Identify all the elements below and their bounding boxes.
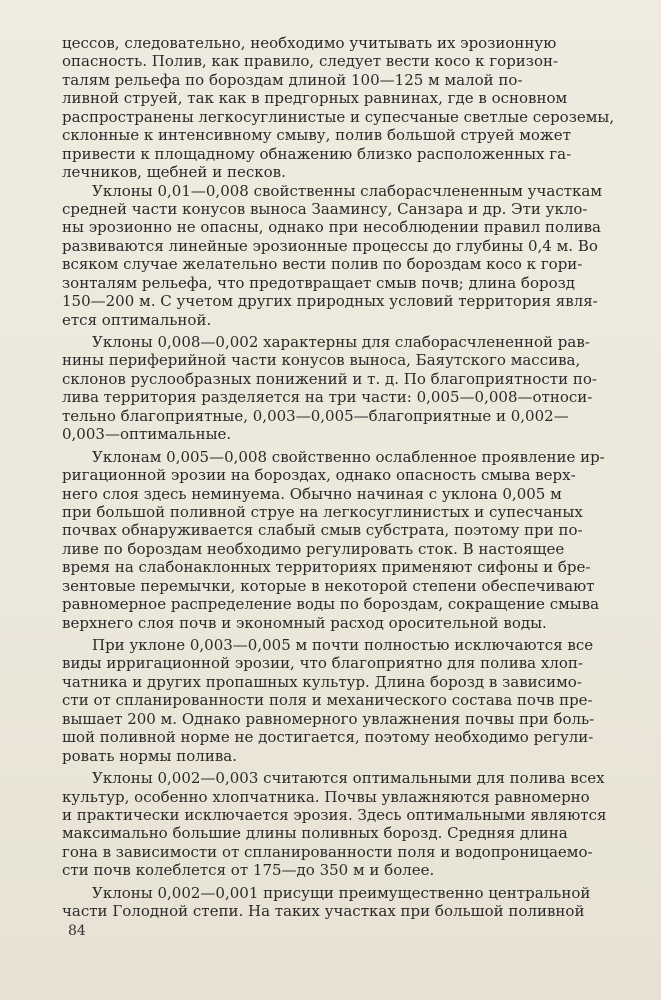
text-line: опасность. Полив, как правило, следует вести косо к горизон- xyxy=(62,52,559,71)
text-line: зонталям рельефа, что предотвращает смыв почв; длина борозд xyxy=(62,273,576,292)
text-line: 150—200 м. С учетом других природных условий территория явля- xyxy=(62,292,598,311)
text-line: вышает 200 м. Однако равномерного увлажнения почвы при боль- xyxy=(62,709,595,728)
text-line: культур, особенно хлопчатника. Почвы увлажняются равномерно xyxy=(62,787,590,806)
paragraph-start-line: Уклоны 0,01—0,008 свойственны слаборасчлененным участкам xyxy=(92,181,602,200)
text-line: и практически исключается эрозия. Здесь оптимальными являются xyxy=(62,805,607,824)
text-line: гона в зависимости от спланированности поля и водопроницаемо- xyxy=(62,842,593,861)
text-line: части Голодной степи. На таких участках при большой поливной xyxy=(62,902,585,921)
text-line: ригационной эрозии на бороздах, однако опасность смыва верх- xyxy=(62,466,576,485)
paragraph-start-line: Уклоны 0,002—0,003 считаются оптимальными для полива всех xyxy=(92,769,605,788)
paragraph-start-line: При уклоне 0,003—0,005 м почти полностью исключаются все xyxy=(92,636,594,654)
text-line: ны эрозионно не опасны, однако при несоблюдении правил полива xyxy=(62,218,601,237)
text-line: 0,003—оптимальные. xyxy=(62,425,232,444)
text-line: время на слабонаклонных территориях применяют сифоны и бре- xyxy=(62,558,591,577)
text-line: зентовые перемычки, которые в некоторой степени обеспечивают xyxy=(62,576,595,595)
text-line: распространены легкосуглинистые и супесчаные светлые сероземы, xyxy=(62,107,615,126)
text-line: шой поливной норме не достигается, поэтому необходимо регули- xyxy=(62,728,594,747)
page-number: 84 xyxy=(68,923,86,939)
text-line: цессов, следовательно, необходимо учитывать их эрозионную xyxy=(62,34,557,52)
text-line: сти почв колеблется от 175—до 350 м и более. xyxy=(62,861,435,880)
text-line: чатника и других пропашных культур. Длина борозд в зависимо- xyxy=(62,672,582,691)
text-line: развиваются линейные эрозионные процессы до глубины 0,4 м. Во xyxy=(62,236,598,255)
text-line: почвах обнаруживается слабый смыв субстрата, поэтому при по- xyxy=(62,521,583,540)
text-line: виды ирригационной эрозии, что благоприятно для полива хлоп- xyxy=(62,654,583,673)
text-line: ровать нормы полива. xyxy=(62,746,237,765)
text-line: тельно благоприятные, 0,003—0,005—благоприятные и 0,002— xyxy=(62,406,569,425)
text-line: равномерное распределение воды по бороздам, сокращение смыва xyxy=(62,595,600,614)
text-line: сти от спланированности поля и механического состава почв пре- xyxy=(62,691,593,710)
paragraph-start-line: Уклонам 0,005—0,008 свойственно ослабленное проявление ир- xyxy=(92,447,605,466)
text-line: всяком случае желательно вести полив по бороздам косо к гори- xyxy=(62,255,583,274)
text-line: ливе по бороздам необходимо регулировать сток. В настоящее xyxy=(62,539,565,558)
text-line: нины периферийной части конусов выноса, Баяутского массива, xyxy=(62,351,581,370)
paragraph-start-line: Уклоны 0,002—0,001 присущи преимущественно центральной xyxy=(92,883,591,902)
text-line: склонные к интенсивному смыву, полив большой струей может xyxy=(62,126,571,145)
text-line: лива территория разделяется на три части: 0,005—0,008—относи- xyxy=(62,388,593,407)
text-line: ется оптимальной. xyxy=(62,310,212,329)
text-line: привести к площадному обнажению близко расположенных га- xyxy=(62,144,572,163)
text-line: ливной струей, так как в предгорных равнинах, где в основном xyxy=(62,89,568,108)
text-line: максимально большие длины поливных борозд. Средняя длина xyxy=(62,824,568,843)
paragraph-start-line: Уклоны 0,008—0,002 характерны для слаборасчлененной рав- xyxy=(92,333,590,351)
text-line: него слоя здесь неминуема. Обычно начиная с уклона 0,005 м xyxy=(62,484,562,503)
text-line: при большой поливной струе на легкосуглинистых и супесчаных xyxy=(62,502,583,521)
text-line: склонов руслообразных понижений и т. д. По благоприятности по- xyxy=(62,369,597,388)
text-line: лечников, щебней и песков. xyxy=(62,163,286,182)
body-text xyxy=(62,34,632,921)
text-line: верхнего слоя почв и экономный расход оросительной воды. xyxy=(62,613,547,632)
text-line: талям рельефа по бороздам длиной 100—125 м малой по- xyxy=(62,70,523,89)
text-line: средней части конусов выноса Зааминсу, Санзара и др. Эти укло- xyxy=(62,199,588,218)
